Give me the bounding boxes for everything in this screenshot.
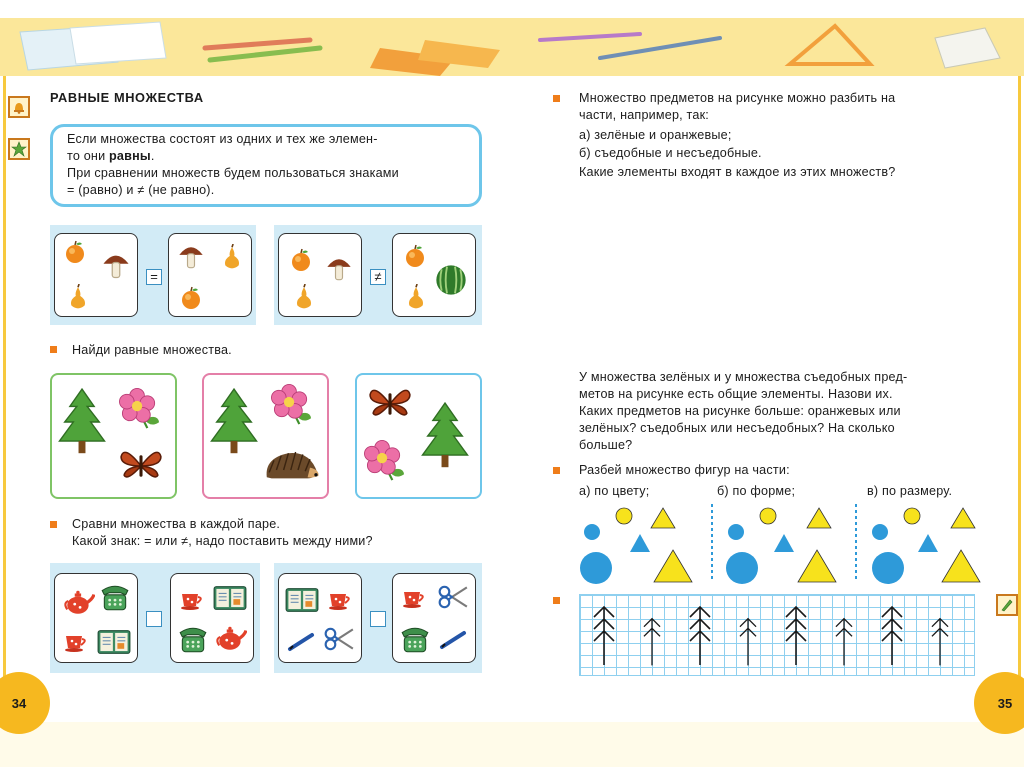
task-common-line-4: зелёных? съедобных или несъедобных? На сколько — [579, 421, 895, 435]
page-number-left: 34 — [0, 672, 50, 734]
set-card-g — [278, 573, 362, 663]
flower-icon — [270, 383, 314, 427]
flower-icon — [363, 439, 407, 483]
rule-definition-box — [50, 124, 482, 207]
example-equal-panel — [50, 225, 256, 325]
task-partition-line-1: Множество предметов на рисунке можно разбить на — [579, 91, 896, 105]
book-icon — [97, 628, 131, 656]
arrow-tree-pattern — [880, 605, 904, 667]
cup-icon — [401, 588, 427, 608]
rule-keyword: равны — [109, 149, 151, 163]
pear-icon — [291, 284, 317, 310]
task-partition-line-3: а) зелёные и оранжевые; — [579, 128, 732, 142]
apple-icon — [63, 240, 87, 264]
compare-pair-panel-1 — [50, 563, 260, 673]
task-marker — [553, 467, 560, 474]
arrow-tree-pattern — [640, 617, 664, 667]
shape-set-3 — [872, 508, 980, 584]
task-compare-line-2: Какой знак: = или ≠, надо поставить между ними? — [72, 534, 373, 548]
shape-set-1 — [580, 508, 692, 584]
header-school-supplies-illustration — [0, 18, 1024, 76]
notequal-sign-box: ≠ — [370, 269, 386, 285]
rule-line-3: При сравнении множеств будем пользоваться знаками — [67, 166, 399, 180]
cup-icon — [179, 590, 205, 610]
arrow-tree-pattern — [832, 617, 856, 667]
set-card-d — [392, 233, 476, 317]
pear-icon — [403, 284, 429, 310]
set-card-a — [54, 233, 138, 317]
apple-icon — [289, 248, 313, 272]
arrow-tree-pattern — [784, 605, 808, 667]
set-card-f — [170, 573, 254, 663]
book-icon — [213, 584, 247, 612]
right-page-footer — [512, 722, 1024, 767]
split-option-shape: б) по форме; — [717, 484, 796, 498]
task-marker — [50, 521, 57, 528]
set-card-e — [54, 573, 138, 663]
book-icon — [285, 586, 319, 614]
hedgehog-icon — [262, 445, 322, 483]
compare-answer-box-1[interactable] — [146, 611, 162, 627]
example-notequal-panel — [274, 225, 482, 325]
arrow-tree-pattern — [592, 605, 616, 667]
fir-tree-icon — [56, 387, 108, 457]
page-number-right: 35 — [974, 672, 1024, 734]
task-common-line-2: метов на рисунке есть общие элементы. Назови их. — [579, 387, 893, 401]
cup-icon — [63, 632, 89, 652]
set-frame-pink — [202, 373, 329, 499]
set-frame-blue — [355, 373, 482, 499]
pen-icon — [287, 632, 317, 652]
pear-icon — [219, 244, 245, 270]
apple-icon — [403, 244, 427, 268]
task-partition-line-4: б) съедобные и несъедобные. — [579, 146, 762, 160]
task-common-line-1: У множества зелёных и у множества съедобных пред- — [579, 370, 908, 384]
task-compare-line-1: Сравни множества в каждой паре. — [72, 517, 281, 531]
rule-line-1: Если множества состоят из одних и тех же элемен- — [67, 132, 378, 146]
left-page-margin-line — [3, 76, 6, 721]
set-card-h — [392, 573, 476, 663]
star-icon — [8, 138, 30, 160]
butterfly-icon — [118, 447, 164, 485]
apple-icon — [179, 286, 203, 310]
scissors-icon — [323, 626, 355, 652]
right-page-margin-line — [1018, 76, 1021, 721]
telephone-icon — [99, 584, 131, 612]
pencil-icon — [996, 594, 1018, 616]
arrow-tree-pattern — [928, 617, 952, 667]
task-split-shapes: Разбей множество фигур на части: — [579, 463, 790, 477]
set-card-c — [278, 233, 362, 317]
left-page-footer — [0, 722, 512, 767]
mushroom-icon — [177, 242, 205, 270]
arrow-tree-pattern — [688, 605, 712, 667]
compare-pair-panel-2 — [274, 563, 482, 673]
shape-sets-illustration — [570, 500, 990, 592]
scissors-icon — [437, 584, 469, 610]
shape-set-2 — [726, 508, 836, 584]
teapot-icon — [215, 624, 247, 652]
task-marker — [553, 597, 560, 604]
equal-sign-box: = — [146, 269, 162, 285]
task-partition-line-2: части, например, так: — [579, 108, 709, 122]
flower-icon — [118, 387, 162, 431]
cup-icon — [327, 590, 353, 610]
section-title: РАВНЫЕ МНОЖЕСТВА — [50, 90, 204, 105]
fir-tree-icon — [208, 387, 260, 457]
split-option-size: в) по размеру. — [867, 484, 953, 498]
task-marker — [553, 95, 560, 102]
task-common-line-5: больше? — [579, 438, 633, 452]
split-option-color: а) по цвету; — [579, 484, 650, 498]
rule-line-4: = (равно) и ≠ (не равно). — [67, 183, 215, 197]
bell-icon — [8, 96, 30, 118]
rule-line-2: то они равны. — [67, 149, 155, 163]
compare-answer-box-2[interactable] — [370, 611, 386, 627]
mushroom-icon — [101, 250, 131, 280]
mushroom-icon — [325, 254, 353, 282]
pattern-grid — [579, 594, 975, 676]
fir-tree-icon — [419, 401, 471, 471]
butterfly-icon — [367, 385, 413, 423]
set-frame-green — [50, 373, 177, 499]
watermelon-icon — [435, 264, 467, 296]
task-common-line-3: Каких предметов на рисунке больше: оранжевых или — [579, 404, 901, 418]
teapot-icon — [63, 588, 95, 616]
arrow-tree-pattern — [736, 617, 760, 667]
telephone-icon — [177, 626, 209, 654]
task-find-equal-sets: Найди равные множества. — [72, 343, 232, 357]
pen-icon — [439, 630, 469, 650]
telephone-icon — [399, 626, 431, 654]
task-marker — [50, 346, 57, 353]
pear-icon — [65, 284, 91, 310]
task-partition-line-5: Какие элементы входят в каждое из этих множеств? — [579, 165, 896, 179]
set-card-b — [168, 233, 252, 317]
